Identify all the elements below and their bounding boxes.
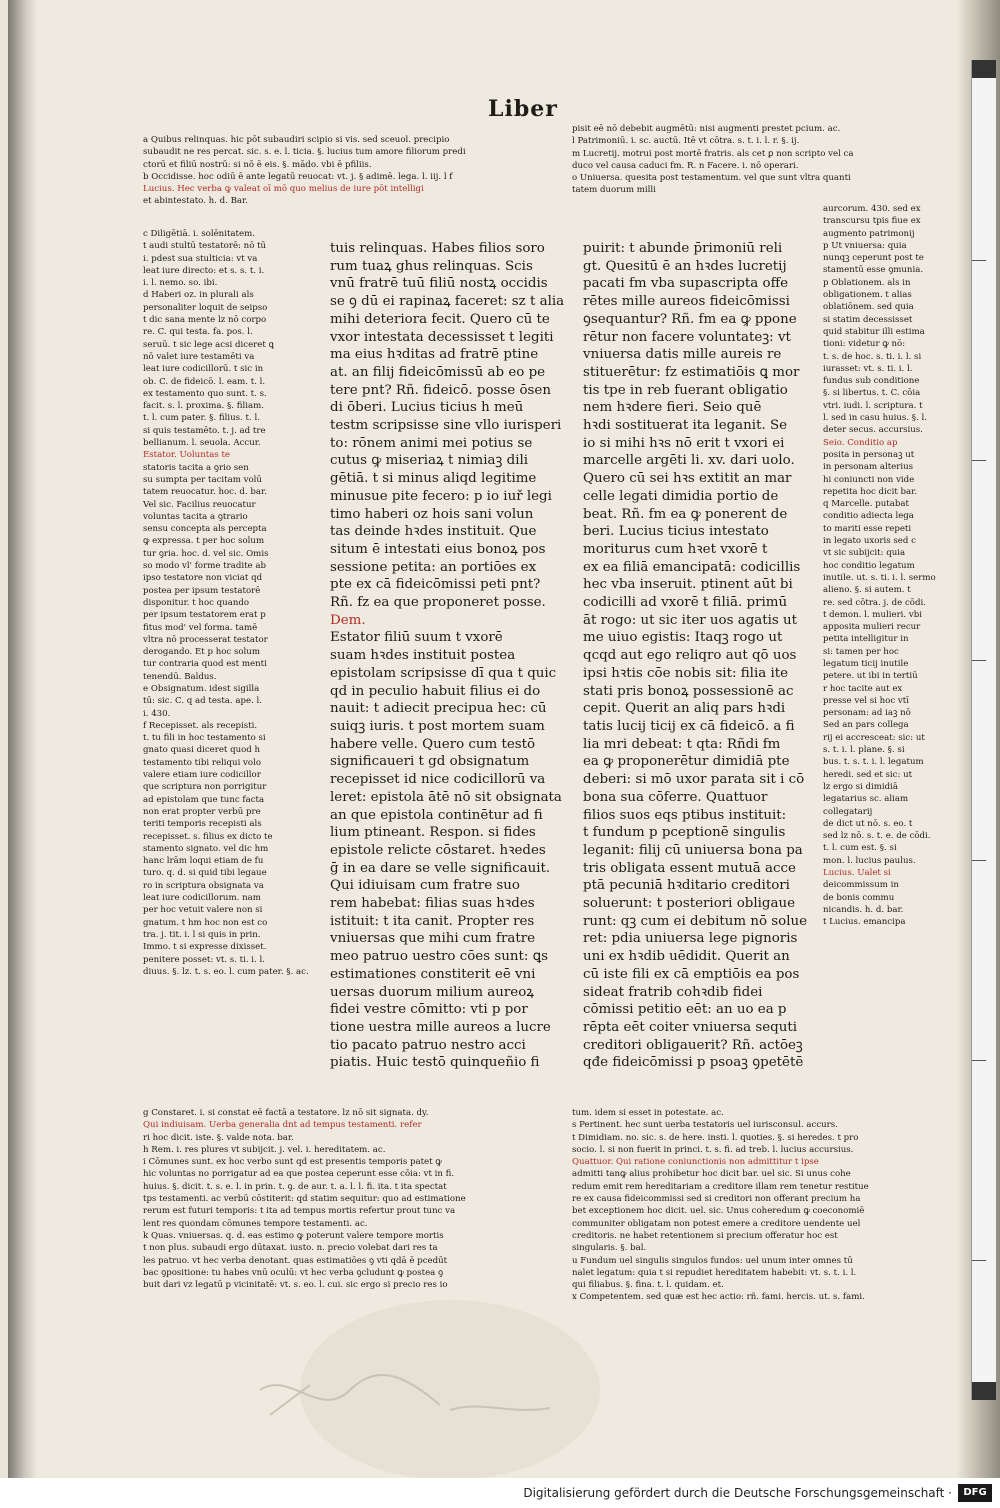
text-line: ḡ in ea dare se velle significauit. <box>330 860 551 876</box>
text-line: per hoc vetuit valere non si <box>143 905 263 916</box>
text-line: Estator filiū suum t vxorē <box>330 630 503 646</box>
text-line: ma eius hꝛditas ad fratrē ptine <box>330 347 539 363</box>
text-line: epistolam scripsisse dī qua t quic <box>330 665 557 681</box>
text-line: i Cōmunes sunt. ex hoc verbo sunt qd est presentis temporis patet ꝙ <box>143 1157 442 1168</box>
text-line: lium ptineant. Respon. si fides <box>330 825 536 841</box>
text-line: fidei vestre cōmitto: vti p por <box>330 1002 528 1018</box>
text-line: hi coniuncti non vide <box>823 474 915 485</box>
text-line: buit dari vz legatū p vicinitatē: vt. s. eo. l. cui. sic ergo si precio res io <box>143 1280 448 1291</box>
text-line: ex testamento quo sunt. t. s. <box>143 388 267 399</box>
text-line: de bonis commu <box>823 892 895 903</box>
text-line: seruū. t sic lege acsi diceret ꝗ <box>143 339 274 350</box>
text-line: to mariti esse repeti <box>823 523 912 534</box>
text-line: nem hꝛdere fieri. Seio quē <box>583 400 762 416</box>
text-line: t. tu fili in hoc testamento si <box>143 733 266 744</box>
text-line: stati pris bonoꝝ possessionē ac <box>583 683 794 699</box>
text-line: cōmissi petitio eēt: an uo ea p <box>583 1002 787 1018</box>
text-line: bona sua cōferre. Quattuor <box>583 789 768 805</box>
text-line: nalet legatum: quia t si repudiet hereditatem habebit: vt. s. t. i. l. <box>572 1267 857 1278</box>
text-line: tum. idem si esset in potestate. ac. <box>572 1108 724 1118</box>
text-line: rētes mille aureos fideicōmissi <box>583 294 790 310</box>
text-line: p Oblationem. als in <box>823 277 911 288</box>
text-line: fundus sub conditione <box>823 376 920 387</box>
text-line: puirit: t abunde p̄rimoniū reli <box>583 241 783 256</box>
text-line: stamento signato. vel dic hm <box>143 843 269 854</box>
gloss-column-right <box>823 203 963 929</box>
text-line: redum emit rem hereditariam a creditore illam rem tenetur restitue <box>572 1181 869 1192</box>
text-line: testamento tibi reliqui volo <box>143 757 261 768</box>
text-line: situm ē intestati eius bonoꝝ pos <box>330 541 546 557</box>
text-line: et abintestato. h. d. Bar. <box>143 196 248 207</box>
text-line: ipsi hꝛtis cōe nobis sit: filia ite <box>583 665 789 681</box>
text-line: fitus mod' vel forma. tamē <box>143 622 258 633</box>
text-line: epistole relicte cōstaret. hꝛedes <box>330 842 546 858</box>
text-line: f Recepisset. als recepisti. <box>143 720 258 731</box>
text-line: les patruo. vt hec verba denotant. quas estimatiōes ꝯ vti qdā ē pcedūt <box>143 1255 448 1266</box>
text-line: leat iure codicillorū. t sic in <box>143 364 264 375</box>
text-line: que scriptura non porrigitur <box>143 782 267 793</box>
main-text-column-b <box>583 240 817 1072</box>
text-line: creditori obligauerit? Rñ. actōeꝫ <box>583 1037 803 1053</box>
text-line: vnū fratrē tuū filiū nostꝝ occidis <box>330 276 548 292</box>
ruler-tick <box>972 460 986 461</box>
funding-credit: Digitalisierung gefördert durch die Deutsche Forschungsgemeinschaft · <box>523 1486 952 1500</box>
text-line: tas deinde hꝛdes instituit. Que <box>330 524 537 540</box>
text-line: de dict ut nō. s. eo. t <box>823 818 913 829</box>
text-line: ea ꝙ proponerētur dimidiā pte <box>583 754 790 770</box>
text-line: statoris tacita a ꝯrio sen <box>143 462 249 473</box>
text-line: me uiuo egistis: Itaqꝫ rogo ut <box>583 630 783 646</box>
text-line: legatum ticij inutile <box>823 658 909 669</box>
text-line: testm scripsisse sine vllo iurisperi <box>330 418 562 434</box>
text-line: hic voluntas no porrigatur ad ea que postea ceperunt esse cōia: vt in fi. <box>143 1169 455 1180</box>
text-line: conditio adiecta lega <box>823 511 914 522</box>
text-line: habere velle. Quero cum testō <box>330 736 536 752</box>
text-line: rēpta eēt coiter vniuersa sequti <box>583 1019 798 1035</box>
text-line: gnato quasi diceret quod h <box>143 745 261 756</box>
text-line: aurcorum. 430. sed ex <box>823 204 921 214</box>
text-line: t audi stultū testatorē: nō tū <box>143 241 267 252</box>
text-line: transcursu tpis fiue ex <box>823 216 921 227</box>
text-line: petita intelligitur in <box>823 634 909 645</box>
text-line: tione uestra mille aureos a lucre <box>330 1019 551 1035</box>
footer-bar <box>0 1478 1000 1508</box>
text-line: ret: pdia uniuersa lege pignoris <box>583 931 798 947</box>
gutter-shadow <box>8 0 38 1478</box>
text-line: hanc lrām loqui etiam de fu <box>143 856 264 867</box>
text-line: Sed an pars collega <box>823 720 909 731</box>
text-line: i. l. nemo. so. ibi. <box>143 278 218 289</box>
text-line: non erat propter verbū pre <box>143 806 261 817</box>
text-line: tenendū. Baldus. <box>143 671 217 682</box>
text-line: leganit: filij cū uniuersa bona pa <box>583 842 803 858</box>
text-line: ad epistolam que tunc facta <box>143 794 265 805</box>
text-line: nauit: t adiecit precipua hec: cū <box>330 701 547 717</box>
text-line: t Lucius. emancipa <box>823 917 906 928</box>
text-line: deicommissum in <box>823 880 899 891</box>
ruler-tick <box>972 860 986 861</box>
text-line: huius. §. dicit. t. s. e. l. in prin. t. ꝯ. de aur. t. a. l. l. fi. ita. t ita spectat <box>143 1181 447 1192</box>
text-line: k Quas. vniuersas. q. d. eas estimo ꝙ poterunt valere tempore mortis <box>143 1230 444 1241</box>
text-line: quid stabitur illi estima <box>823 326 925 337</box>
text-line: tū: sic. C. q ad testa. ape. l. <box>143 696 263 707</box>
text-line: Dem. <box>330 612 366 628</box>
bottom-gloss-right <box>572 1107 964 1304</box>
text-line: per ipsum testatorem erat p <box>143 610 266 621</box>
text-line: tere pnt? Rñ. fideicō. posse ōsen <box>330 382 551 398</box>
text-line: sideat fratrib cohꝛdib fidei <box>583 984 763 1000</box>
text-line: leat iure codicillorum. nam <box>143 893 261 904</box>
text-line: heredi. sed et sic: ut <box>823 769 913 780</box>
text-line: rētur non facere voluntateꝫ: vt <box>583 329 791 345</box>
text-line: recepisset. s. filius ex dicto te <box>143 831 273 842</box>
text-line: t. l. cum pater. §. filius. t. l. <box>143 413 260 424</box>
text-line: pisit eē nō debebit augmētū: nisi augmenti prestet pcium. ac. <box>572 124 841 134</box>
text-line: Lucius. Hec verba ꝙ valeat oī mō quo melius de iure pōt intelligi <box>143 184 424 195</box>
text-line: bellianum. l. seuola. Accur. <box>143 438 261 449</box>
text-line: pacati fm vba supascripta offe <box>583 276 789 292</box>
dfg-logo: DFG <box>958 1484 992 1502</box>
text-line: s Pertinent. hec sunt uerba testatoris uel iurisconsul. accurs. <box>572 1120 838 1131</box>
text-line: tuis relinquas. Habes filios soro <box>330 241 545 256</box>
text-line: Qui indiuisam. Uerba generalia dnt ad tempus testamenti. refer <box>143 1120 422 1131</box>
text-line: t. l. cum est. §. si <box>823 843 897 854</box>
text-line: derogando. Et p hoc solum <box>143 647 260 658</box>
text-line: t Dimidiam. no. sic. s. de here. insti. l. quoties. §. si heredes. t pro <box>572 1132 859 1143</box>
text-line: admitti tanꝙ alius prohibetur hoc dicit bar. uel sic. Si unus cohe <box>572 1169 851 1180</box>
text-line: ex ea filiā emancipatā: codicillis <box>583 559 801 575</box>
text-line: mihi deteriora fecit. Quero cū te <box>330 311 550 327</box>
text-line: t dic sana mente lz nō corpo <box>143 315 267 326</box>
text-line: p Ut vniuersa: quia <box>823 240 907 251</box>
text-line: sed lz nō. s. t. e. de cōdi. <box>823 831 931 842</box>
text-line: Lucius. Ualet si <box>823 868 891 879</box>
faded-pencil-sketch <box>250 1360 610 1430</box>
ruler-tick <box>972 1060 986 1061</box>
text-line: rum tuaꝝ ghus relinquas. Scis <box>330 258 533 274</box>
text-line: legatarius sc. aliam <box>823 794 909 805</box>
text-line: Qui idiuisam cum fratre suo <box>330 878 520 894</box>
text-line: Quattuor. Qui ratione coniunctionis non admittitur t ipse <box>572 1157 819 1168</box>
text-line: subaudit ne res percat. sic. s. e. l. ticia. §. lucius tum amore filiorum predi <box>143 147 466 158</box>
text-line: qđe fideicōmissi p psoaꝫ ꝯpetētē <box>583 1055 804 1071</box>
text-line: so modo vl' forme tradite ab <box>143 561 267 572</box>
text-line: duco vel causa caduci fm. R. n Facere. i. nō operari. <box>572 160 799 171</box>
text-line: nō valet iure testamēti va <box>143 351 255 362</box>
text-line: si statim decessisset <box>823 314 913 325</box>
text-line: tatis lucij ticij ex cā fideicō. a fi <box>583 718 795 734</box>
text-line: §. si libertus. t. C. cōia <box>823 388 921 399</box>
text-line: beat. Rñ. fm ea ꝙ ponerent de <box>583 506 788 522</box>
text-line: qui filiabus. §. fina. t. l. quidam. et. <box>572 1280 724 1291</box>
text-line: ꝯsequantur? Rñ. fm ea ꝙ ppone <box>583 311 797 327</box>
text-line: petere. ut ibi in tertiū <box>823 671 918 682</box>
text-line: augmento patrimonij <box>823 228 915 239</box>
top-gloss-right <box>572 123 962 197</box>
text-line: personaliter loquit de seipso <box>143 302 268 313</box>
text-line: r hoc tacite aut ex <box>823 683 903 694</box>
text-line: leret: epistola ātē nō sit obsignata <box>330 789 562 805</box>
text-line: timo haberi oz hois sani volun <box>330 506 534 522</box>
text-line: sensu concepta als percepta <box>143 524 267 535</box>
ruler-tick <box>972 260 986 261</box>
text-line: re ex causa fideicommissi sed si creditori non offerant precium ha <box>572 1194 861 1205</box>
text-line: ri hoc dicit. iste. §. valde nota. bar. <box>143 1132 294 1143</box>
text-line: pte ex cā fideicōmissi peti pnt? <box>330 577 541 593</box>
text-line: disponitur. t hoc quando <box>143 597 250 608</box>
text-line: repetita hoc dicit bar. <box>823 486 918 497</box>
text-line: ctorū et filiū nostrū: si nō ē eis. §. mādo. vbi ē pfiliis. <box>143 159 372 170</box>
text-line: codicilli ad vxorē t filiā. primū <box>583 595 788 611</box>
text-line: istituit: t ita canit. Propter res <box>330 913 535 929</box>
text-line: inutile. ut. s. ti. i. l. sermo <box>823 572 936 583</box>
text-line: tris obligata essent mutuā acce <box>583 860 796 876</box>
text-line: obligationem. t alias <box>823 290 912 301</box>
text-line: tra. j. tit. i. l si quis in prin. <box>143 929 261 940</box>
text-line: i. 430. <box>143 708 171 719</box>
text-line: nunqꝫ ceperunt post te <box>823 253 924 264</box>
text-line: i. pdest sua stulticia: vt va <box>143 253 258 264</box>
text-line: teriti temporis recepisti als <box>143 819 262 830</box>
text-line: gt. Quesitū ē an hꝛdes lucretij <box>583 258 787 274</box>
text-line: beri. Lucius ticius intestato <box>583 524 769 540</box>
color-scale-ruler <box>971 60 996 1400</box>
text-line: soluerunt: t posteriori obligaue <box>583 896 796 912</box>
text-line: Immo. t si expresse dixisset. <box>143 942 267 953</box>
text-line: l. sed in casu huius. §. l. <box>823 413 928 424</box>
text-line: facit. s. l. proxima. §. filiam. <box>143 401 264 412</box>
text-line: qd in peculio habuit filius ei do <box>330 683 541 699</box>
text-line: bet exceptionem hoc dicit. uel. sic. Unus coheredum ꝙ coeconomiē <box>572 1206 865 1217</box>
text-line: at. an filij fideicōmissū ab eo pe <box>330 364 546 380</box>
text-line: rem habebat: filias suas hꝛdes <box>330 896 535 912</box>
text-line: a Quibus relinquas. hic pōt subaudiri scipio si vis. sed sceuol. precipio <box>143 135 450 145</box>
text-line: Vel sic. Facilius reuocatur <box>143 499 256 510</box>
gloss-column-left <box>143 228 321 978</box>
text-line: deter secus. accursius. <box>823 425 923 436</box>
text-line: presse vel si hoc vtī <box>823 695 909 706</box>
text-line: u Fundum uel singulis singulos fundos: uel unum inter omnes tū <box>572 1255 853 1266</box>
text-line: tioni: videtur ꝙ nō: <box>823 339 906 350</box>
ruler-cap-top <box>972 60 996 78</box>
text-line: lz ergo si dimidiā <box>823 781 899 792</box>
text-line: su sumpta per tacitam volū <box>143 474 262 485</box>
text-line: tatem reuocatur. hoc. d. bar. <box>143 487 267 498</box>
text-line: estimationes constiterit eē vni <box>330 966 536 982</box>
ruler-cap-bottom <box>972 1382 996 1400</box>
text-line: cū iste fili ex cā emptiōis ea pos <box>583 966 800 982</box>
text-line: socio. l. si non fuerit in princi. t. s. fi. ad treb. l. lucius accursius. <box>572 1144 854 1155</box>
text-line: creditoris. ne habet retentionem si precium offeratur hoc est <box>572 1230 838 1241</box>
text-line: in legato uxoris sed c <box>823 536 916 547</box>
text-line: tur contraria quod est menti <box>143 659 267 670</box>
text-line: g Constaret. i. si constat eē factā a testatore. lz nō sit signata. dy. <box>143 1108 429 1118</box>
text-line: marcelle argēti li. xv. dari uolo. <box>583 453 795 469</box>
text-line: gnatum. t hm hoc non est co <box>143 917 268 928</box>
ruler-tick <box>972 1260 986 1261</box>
text-line: an que epistola continētur ad fi <box>330 807 543 823</box>
text-line: b Occidisse. hoc odiū ē ante legatū reuocat: vt. j. § adimē. lega. l. iij. l f <box>143 171 453 182</box>
text-line: s. t. i. l. plane. §. si <box>823 745 905 756</box>
text-line: iurasset: vt. s. ti. i. l. <box>823 363 913 374</box>
text-line: filios suos eqs ptibus instituit: <box>583 807 787 823</box>
text-line: vniuersa datis mille aureis re <box>583 347 782 363</box>
text-line: postea per ipsum testatorē <box>143 585 261 596</box>
text-line: deberi: si mō uxor parata sit i cō <box>583 772 805 788</box>
text-line: moriturus cum hꝛet vxorē t <box>583 541 768 557</box>
text-line: personam: ad iaꝫ nō <box>823 708 911 719</box>
text-line: lia mri debeat: t qta: Rñdi fm <box>583 736 781 752</box>
text-line: suiqꝫ iuris. t post mortem suam <box>330 718 545 734</box>
text-line: se ꝯ dū ei rapinaꝝ faceret: sz t alia <box>330 294 565 310</box>
main-text-column-a <box>330 240 566 1072</box>
text-line: mon. l. lucius paulus. <box>823 855 916 866</box>
text-line: nicandis. h. d. bar. <box>823 904 904 915</box>
text-line: Rñ. fz ea que proponeret posse. <box>330 595 546 611</box>
text-line: m Lucretij. motrui post mortē fratris. als cet ꝑ non scripto vel ca <box>572 148 854 159</box>
text-line: Estator. Uoluntas te <box>143 450 231 461</box>
text-line: qcqd aut ego reliqro aut qō uos <box>583 648 797 664</box>
text-line: hoc conditio legatum <box>823 560 915 571</box>
text-line: bus. t. s. t. i. l. legatum <box>823 757 924 768</box>
text-line: singularis. §. bal. <box>572 1243 647 1254</box>
running-head: Liber <box>488 96 558 122</box>
text-line: Quero cū sei hꝛs extitit an mar <box>583 471 792 487</box>
text-line: tps testamenti. ac verbū cōstiterit: qd statim sequitur: quo ad estimatione <box>143 1194 466 1205</box>
text-line: meo patruo uestro cōes sunt: ꝗs <box>330 949 548 965</box>
text-line: turo. q. d. si quid tibi legaue <box>143 868 267 879</box>
text-line: piatis. Huic testō quinqueñio fi <box>330 1055 540 1071</box>
text-line: q Marcelle. putabat <box>823 499 909 510</box>
text-line: t non plus. subaudi ergo dūtaxat. iusto. n. precio volebat dari res ta <box>143 1243 438 1254</box>
text-line: cutus ꝙ miseriaꝝ t nimiaꝫ dili <box>330 453 529 469</box>
text-line: minusue pite fecero: p io iuř legi <box>330 488 552 504</box>
text-line: l Patrimoniū. i. sc. auctū. Itē vt cōtra. s. t. i. l. r. §. ij. <box>572 136 800 147</box>
text-line: io si mihi hꝛs nō erit t vxori ei <box>583 435 785 451</box>
text-line: to: rōnem animi mei potius se <box>330 435 533 451</box>
text-line: valere etiam iure codicillor <box>143 770 261 781</box>
text-line: bac ꝯpositione: tu habes vnū oculū: vt hec verba ꝯcludunt ꝙ postea ꝯ <box>143 1267 444 1278</box>
text-line: t fundum p pceptionē singulis <box>583 825 786 841</box>
text-line: e Obsignatum. idest sigilla <box>143 683 260 694</box>
text-line: uersas duorum milium aureoꝝ <box>330 984 535 1000</box>
text-line: t. s. de hoc. s. ti. i. l. si <box>823 351 922 362</box>
text-line: ro in scriptura obsignata va <box>143 880 264 891</box>
text-line: re. sed cōtra. j. de cōdi. <box>823 597 926 608</box>
text-line: x Competentem. sed quæ est hec actio: rñ. fami. hercis. ut. s. fami. <box>572 1292 865 1303</box>
ruler-tick <box>972 660 986 661</box>
text-line: tur ꝯria. hoc. d. vel sic. Omis <box>143 548 269 559</box>
text-line: uni ex hꝛdib uēdidit. Querit an <box>583 949 790 965</box>
text-line: c Diligētiā. i. solēnitatem. <box>143 229 255 239</box>
text-line: recepisset id nice codicillorū va <box>330 772 546 788</box>
text-line: cepit. Querit an aliq pars hꝛdi <box>583 701 786 717</box>
text-line: o Uniuersa. quesita post testamentum. vel que sunt vltra quanti <box>572 173 851 184</box>
text-line: stituerētur: fz estimatiōis ꝗ mor <box>583 364 800 380</box>
text-line: suam hꝛdes instituit postea <box>330 648 516 664</box>
text-line: Seio. Conditio ap <box>823 437 898 448</box>
text-line: vxor intestata decessisset t legiti <box>330 329 554 345</box>
top-gloss-left <box>143 134 563 208</box>
text-line: ipso testatore non viciat qd <box>143 573 263 584</box>
text-line: h Rem. i. res plures vt subijcit. j. vel. i. hereditatem. ac. <box>143 1144 386 1155</box>
text-line: voluntas tacita a ꝯtrario <box>143 511 248 522</box>
text-line: leat iure directo: et s. s. t. i. <box>143 265 265 276</box>
text-line: communiter obligatam non potest emere a creditore uendente uel <box>572 1218 861 1229</box>
text-line: gētiā. t si minus aliqd legitime <box>330 471 537 487</box>
text-line: in personam alterius <box>823 462 914 473</box>
bottom-gloss-left <box>143 1107 568 1291</box>
text-line: celle legati dimidia portio de <box>583 488 779 504</box>
text-line: stamentū esse ꝯmunia. <box>823 265 924 276</box>
text-line: si: tamen per hoc <box>823 646 899 657</box>
text-line: vltra nō processerat testator <box>143 634 268 645</box>
text-line: tis tpe in reb fuerant obligatio <box>583 382 788 398</box>
text-line: si quis testamēto. t. j. ad tre <box>143 425 266 436</box>
text-line: runt: qꝫ cum ei debitum nō solue <box>583 913 808 929</box>
text-line: collegatarij <box>823 806 873 817</box>
text-line: lent res quondam cōmunes tempore testamenti. ac. <box>143 1218 368 1229</box>
text-line: ꝙ expressa. t per hoc solum <box>143 536 265 547</box>
text-line: āt rogo: ut sic iter uos agatis ut <box>583 612 798 628</box>
text-line: vtri. iudi. l. scriptura. t <box>823 400 923 411</box>
text-line: rij ei accresceat: sic: ut <box>823 732 925 743</box>
text-line: vt sic subijcit: quia <box>823 548 906 559</box>
text-line: ptā pecuniā hꝛditario creditori <box>583 878 790 894</box>
text-line: hec vba inseruit. ptinent aūt bi <box>583 577 793 593</box>
text-line: hꝛdi sostituerat ita leganit. Se <box>583 418 788 434</box>
text-line: apposita mulieri recur <box>823 622 921 633</box>
text-line: rerum est futuri temporis: t ita ad tempus mortis refertur prout tunc va <box>143 1206 456 1217</box>
text-line: significaueri t gd obsignatum <box>330 754 530 770</box>
text-line: vniuersas que mihi cum fratre <box>330 931 536 947</box>
text-line: t demon. l. mulieri. vbi <box>823 609 922 620</box>
text-line: ob. C. de fideicō. l. eam. t. l. <box>143 376 266 387</box>
text-line: d Haberi oz. in plurali als <box>143 290 254 301</box>
text-line: sessione petita: an portiōes ex <box>330 559 537 575</box>
text-line: tio pacato patruo nestro acci <box>330 1037 526 1053</box>
text-line: posita in personaꝫ ut <box>823 449 915 460</box>
text-line: re. C. qui testa. fa. pos. l. <box>143 327 253 338</box>
text-line: di ōberi. Lucius ticius h meū <box>330 400 524 416</box>
text-line: penitere posset: vt. s. ti. i. l. <box>143 954 265 965</box>
text-line: oblatiōnem. sed quia <box>823 302 914 313</box>
text-line: alieno. §. si autem. t <box>823 585 911 596</box>
text-line: diuus. §. lz. t. s. eo. l. cum pater. §. ac. <box>143 966 309 977</box>
text-line: tatem duorum milli <box>572 185 656 196</box>
